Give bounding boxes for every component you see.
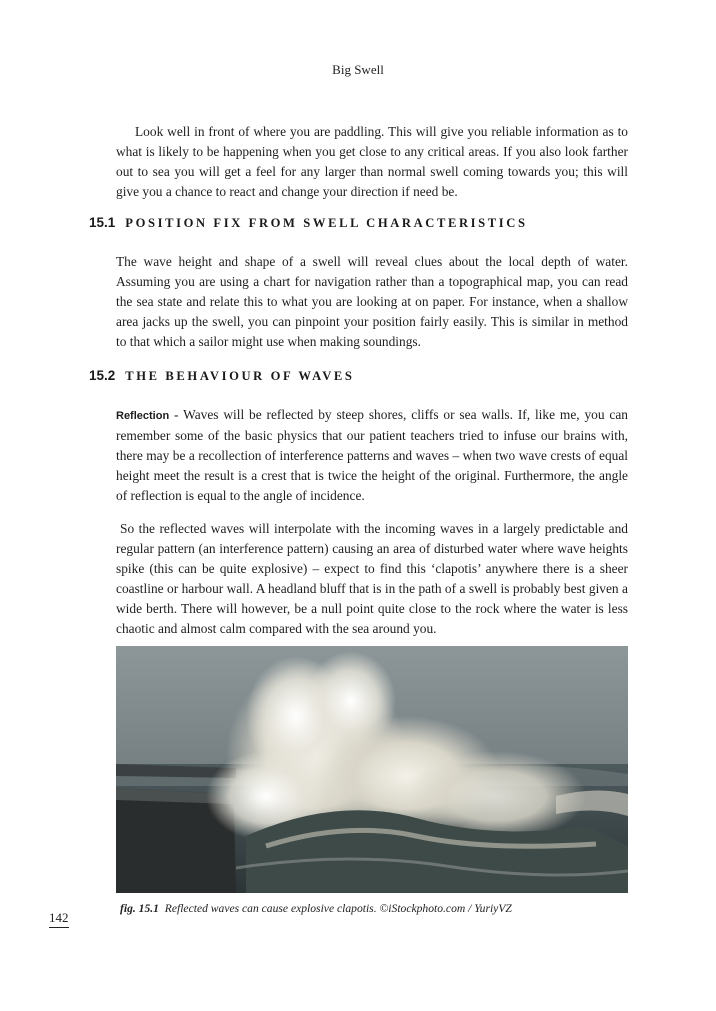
runin-heading: Reflection [116,410,170,422]
section-heading-15-2 [89,368,649,384]
section-number: 15.2 [89,368,116,383]
intro-paragraph: Look well in front of where you are paddling. This will give you reliable information as to what is likely to be happening when you get close to any critical areas. If you also look farther out to sea you will get a feel for any larger than normal swell coming towards you; this will give you a chance to react and change your direction if need be. [116,124,628,199]
reflection-paragraph [116,405,628,506]
crashing-wave-photo [116,646,628,893]
section-title: POSITION FIX FROM SWELL CHARACTERISTICS [125,216,528,230]
reflection-text: - Waves will be reflected by steep shores, cliffs or sea walls. If, like me, you can remember some of the basic physics that our patient teachers tried to infuse our brains with, there may be a recollection of interference patterns and waves – when two wave crests of equal height meet the result is a crest that is twice the height of the original. Furthermore, the angle of reflection is equal to the angle of incidence. [116,407,628,503]
figure-caption [120,902,630,915]
figure-label: fig. 15.1 [120,902,159,915]
running-head: Big Swell [332,62,384,77]
section-title: THE BEHAVIOUR OF WAVES [125,369,355,383]
figure-photo [116,646,628,893]
section-number: 15.1 [89,215,116,230]
section-15-1-paragraph: The wave height and shape of a swell will reveal clues about the local depth of water. Assuming you are using a chart for navigation rather than a topographical map, you can read the sea state and relate this to what you are looking at on paper. For instance, when a shallow area jacks up the swell, you can pinpoint your position fairly easily. This is similar in method to that which a sailor might use when making soundings. [116,254,628,349]
interference-paragraph: So the reflected waves will interpolate with the incoming waves in a largely predictable and regular pattern (an interference pattern) causing an area of disturbed water where wave heights spike (this can be quite explosive) – expect to find this ‘clapotis’ anywhere there is a sheer coastline or harbour wall. A headland bluff that is in the path of a swell is probably best given a wide berth. There will however, be a null point quite close to the rock where the water is less chaotic and almost calm compared with the sea around you. [116,521,628,636]
caption-text: Reflected waves can cause explosive clapotis. ©iStockphoto.com / YuriyVZ [164,902,512,915]
section-heading-15-1 [89,215,649,231]
page-number: 142 [49,910,69,928]
